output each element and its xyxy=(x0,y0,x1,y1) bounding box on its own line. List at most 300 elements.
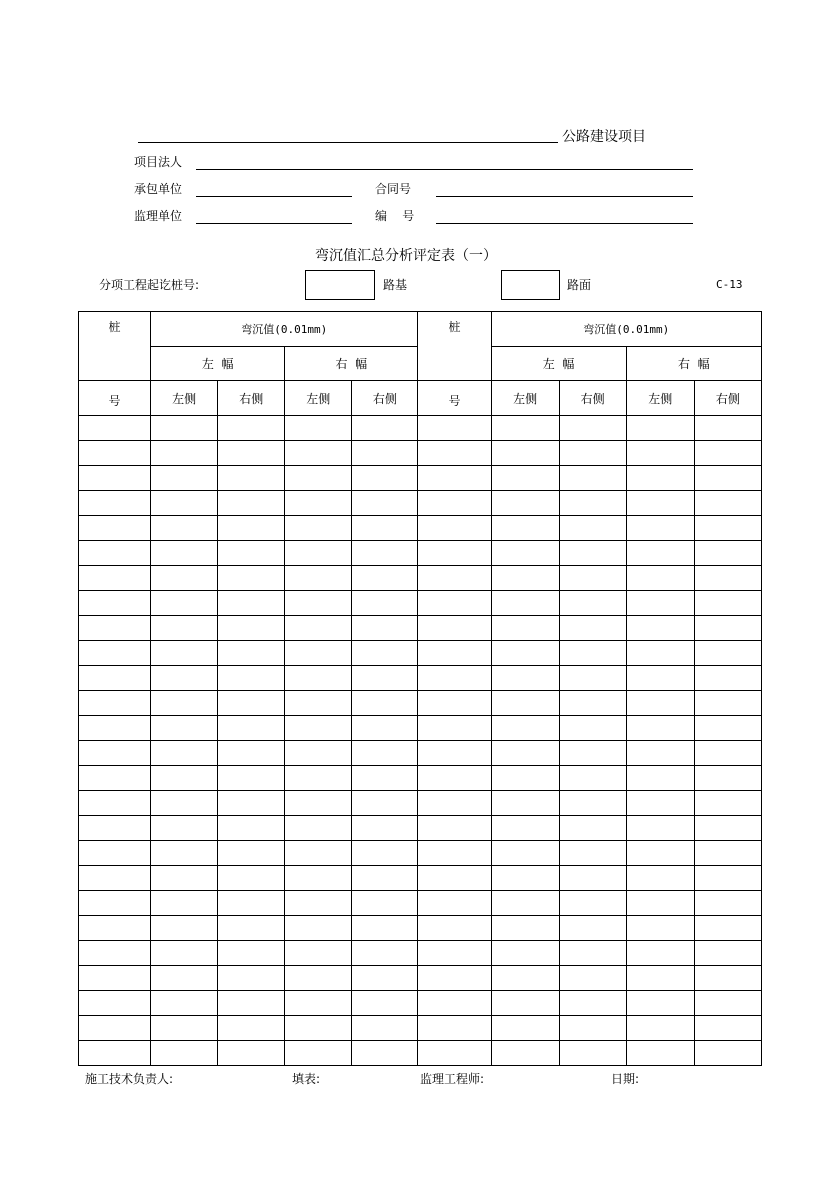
deflection-cell[interactable] xyxy=(694,991,761,1016)
deflection-cell[interactable] xyxy=(285,1041,352,1066)
deflection-cell[interactable] xyxy=(626,1041,694,1066)
deflection-cell[interactable] xyxy=(352,591,418,616)
deflection-cell[interactable] xyxy=(626,666,694,691)
deflection-cell[interactable] xyxy=(559,866,626,891)
deflection-cell[interactable] xyxy=(559,566,626,591)
deflection-cell[interactable] xyxy=(694,816,761,841)
deflection-cell[interactable] xyxy=(285,716,352,741)
stake-cell[interactable] xyxy=(79,641,151,666)
deflection-cell[interactable] xyxy=(559,491,626,516)
right-side-header: 右侧 xyxy=(559,381,626,416)
deflection-cell[interactable] xyxy=(151,541,218,566)
table-row xyxy=(79,666,762,691)
deflection-cell[interactable] xyxy=(218,466,285,491)
supervisor-label: 监理单位 xyxy=(134,209,183,223)
deflection-cell[interactable] xyxy=(151,566,218,591)
deflection-cell[interactable] xyxy=(285,791,352,816)
deflection-cell[interactable] xyxy=(218,841,285,866)
contractor-field[interactable] xyxy=(196,196,352,197)
deflection-cell[interactable] xyxy=(559,1041,626,1066)
deflection-cell[interactable] xyxy=(626,741,694,766)
deflection-cell[interactable] xyxy=(626,541,694,566)
contract-no-field[interactable] xyxy=(436,196,693,197)
table-row xyxy=(79,616,762,641)
deflection-cell[interactable] xyxy=(559,416,626,441)
deflection-cell[interactable] xyxy=(559,991,626,1016)
stake-cell[interactable] xyxy=(418,591,491,616)
subgrade-label: 路基 xyxy=(383,278,408,292)
deflection-cell[interactable] xyxy=(626,916,694,941)
deflection-cell[interactable] xyxy=(285,666,352,691)
project-name-line[interactable] xyxy=(138,142,558,143)
deflection-cell[interactable] xyxy=(151,466,218,491)
deflection-cell[interactable] xyxy=(352,791,418,816)
stake-cell[interactable] xyxy=(79,841,151,866)
deflection-cell[interactable] xyxy=(151,591,218,616)
table-row xyxy=(79,691,762,716)
deflection-cell[interactable] xyxy=(151,1041,218,1066)
deflection-cell[interactable] xyxy=(151,891,218,916)
deflection-cell[interactable] xyxy=(559,791,626,816)
deflection-cell[interactable] xyxy=(694,966,761,991)
right-side-header: 右侧 xyxy=(694,381,761,416)
deflection-cell[interactable] xyxy=(352,1041,418,1066)
deflection-cell[interactable] xyxy=(491,641,559,666)
deflection-cell[interactable] xyxy=(352,1016,418,1041)
deflection-cell[interactable] xyxy=(218,516,285,541)
filled-by-label: 填表: xyxy=(292,1072,321,1086)
deflection-cell[interactable] xyxy=(559,466,626,491)
table-row xyxy=(79,791,762,816)
table-row xyxy=(79,941,762,966)
deflection-cell[interactable] xyxy=(218,1041,285,1066)
stake-cell[interactable] xyxy=(79,466,151,491)
stake-cell[interactable] xyxy=(418,541,491,566)
deflection-cell[interactable] xyxy=(559,766,626,791)
deflection-cell[interactable] xyxy=(352,641,418,666)
deflection-cell[interactable] xyxy=(626,616,694,641)
deflection-cell[interactable] xyxy=(559,441,626,466)
deflection-cell[interactable] xyxy=(218,791,285,816)
stake-cell[interactable] xyxy=(418,791,491,816)
deflection-cell[interactable] xyxy=(218,866,285,891)
stake-cell[interactable] xyxy=(418,641,491,666)
deflection-cell[interactable] xyxy=(694,1016,761,1041)
deflection-cell[interactable] xyxy=(626,791,694,816)
deflection-cell[interactable] xyxy=(218,416,285,441)
stake-header-top-1: 桩 xyxy=(79,312,151,381)
deflection-cell[interactable] xyxy=(218,916,285,941)
deflection-cell[interactable] xyxy=(352,941,418,966)
deflection-cell[interactable] xyxy=(694,516,761,541)
deflection-header-2-text: 弯沉值(0.01mm) xyxy=(583,323,670,336)
stake-cell[interactable] xyxy=(418,966,491,991)
deflection-cell[interactable] xyxy=(559,841,626,866)
subgrade-checkbox[interactable] xyxy=(305,270,375,300)
stake-cell[interactable] xyxy=(79,916,151,941)
stake-cell[interactable] xyxy=(418,991,491,1016)
stake-cell[interactable] xyxy=(79,966,151,991)
table-row xyxy=(79,516,762,541)
deflection-cell[interactable] xyxy=(218,816,285,841)
deflection-cell[interactable] xyxy=(151,416,218,441)
deflection-cell[interactable] xyxy=(285,1016,352,1041)
deflection-header-2 xyxy=(491,312,761,347)
deflection-cell[interactable] xyxy=(694,1041,761,1066)
deflection-cell[interactable] xyxy=(491,691,559,716)
deflection-cell[interactable] xyxy=(694,491,761,516)
deflection-cell[interactable] xyxy=(285,566,352,591)
deflection-cell[interactable] xyxy=(559,816,626,841)
deflection-cell[interactable] xyxy=(491,1041,559,1066)
deflection-cell[interactable] xyxy=(626,416,694,441)
stake-cell[interactable] xyxy=(418,466,491,491)
deflection-cell[interactable] xyxy=(626,516,694,541)
stake-cell[interactable] xyxy=(79,766,151,791)
deflection-cell[interactable] xyxy=(559,716,626,741)
deflection-cell[interactable] xyxy=(285,766,352,791)
stake-cell[interactable] xyxy=(79,416,151,441)
stake-cell[interactable] xyxy=(418,1041,491,1066)
stake-cell[interactable] xyxy=(418,941,491,966)
contractor-label: 承包单位 xyxy=(134,182,183,196)
tech-lead-label: 施工技术负责人: xyxy=(85,1072,174,1086)
deflection-cell[interactable] xyxy=(626,491,694,516)
deflection-cell[interactable] xyxy=(491,741,559,766)
stake-cell[interactable] xyxy=(418,491,491,516)
deflection-cell[interactable] xyxy=(694,541,761,566)
stake-cell[interactable] xyxy=(418,1016,491,1041)
deflection-cell[interactable] xyxy=(151,716,218,741)
deflection-cell[interactable] xyxy=(151,841,218,866)
stake-cell[interactable] xyxy=(79,791,151,816)
deflection-cell[interactable] xyxy=(151,516,218,541)
deflection-cell[interactable] xyxy=(626,841,694,866)
deflection-cell[interactable] xyxy=(626,716,694,741)
deflection-cell[interactable] xyxy=(352,916,418,941)
deflection-cell[interactable] xyxy=(694,691,761,716)
deflection-cell[interactable] xyxy=(626,816,694,841)
deflection-cell[interactable] xyxy=(694,791,761,816)
deflection-cell[interactable] xyxy=(352,991,418,1016)
form-title: 弯沉值汇总分析评定表（一） xyxy=(315,248,497,264)
deflection-cell[interactable] xyxy=(285,466,352,491)
deflection-cell[interactable] xyxy=(151,766,218,791)
deflection-cell[interactable] xyxy=(694,716,761,741)
deflection-cell[interactable] xyxy=(491,666,559,691)
deflection-cell[interactable] xyxy=(285,541,352,566)
deflection-cell[interactable] xyxy=(218,691,285,716)
stake-cell[interactable] xyxy=(79,491,151,516)
deflection-cell[interactable] xyxy=(285,916,352,941)
deflection-cell[interactable] xyxy=(694,916,761,941)
stake-cell[interactable] xyxy=(79,941,151,966)
number-field[interactable] xyxy=(436,223,693,224)
stake-cell[interactable] xyxy=(79,716,151,741)
right-lane-header-1: 右 幅 xyxy=(285,347,418,381)
deflection-cell[interactable] xyxy=(151,691,218,716)
deflection-header-1-text: 弯沉值(0.01mm) xyxy=(241,323,328,336)
stake-cell[interactable] xyxy=(418,816,491,841)
deflection-cell[interactable] xyxy=(285,741,352,766)
deflection-cell[interactable] xyxy=(626,941,694,966)
deflection-cell[interactable] xyxy=(626,966,694,991)
deflection-cell[interactable] xyxy=(285,866,352,891)
deflection-cell[interactable] xyxy=(151,641,218,666)
deflection-cell[interactable] xyxy=(491,491,559,516)
deflection-cell[interactable] xyxy=(218,716,285,741)
deflection-cell[interactable] xyxy=(626,991,694,1016)
deflection-cell[interactable] xyxy=(559,741,626,766)
deflection-cell[interactable] xyxy=(218,641,285,666)
pavement-checkbox[interactable] xyxy=(501,270,560,300)
deflection-cell[interactable] xyxy=(285,591,352,616)
deflection-cell[interactable] xyxy=(218,666,285,691)
deflection-cell[interactable] xyxy=(626,641,694,666)
deflection-cell[interactable] xyxy=(491,791,559,816)
stake-cell[interactable] xyxy=(79,1041,151,1066)
deflection-cell[interactable] xyxy=(151,916,218,941)
deflection-cell[interactable] xyxy=(352,691,418,716)
deflection-cell[interactable] xyxy=(285,841,352,866)
deflection-cell[interactable] xyxy=(352,566,418,591)
deflection-cell[interactable] xyxy=(694,566,761,591)
table-row xyxy=(79,891,762,916)
deflection-cell[interactable] xyxy=(151,866,218,891)
deflection-cell[interactable] xyxy=(491,916,559,941)
deflection-cell[interactable] xyxy=(491,541,559,566)
deflection-cell[interactable] xyxy=(559,591,626,616)
deflection-cell[interactable] xyxy=(694,941,761,966)
deflection-cell[interactable] xyxy=(352,816,418,841)
stake-cell[interactable] xyxy=(79,666,151,691)
stake-cell[interactable] xyxy=(79,691,151,716)
stake-cell[interactable] xyxy=(79,816,151,841)
deflection-cell[interactable] xyxy=(491,991,559,1016)
project-suffix: 公路建设项目 xyxy=(562,129,646,145)
deflection-cell[interactable] xyxy=(626,866,694,891)
deflection-cell[interactable] xyxy=(491,816,559,841)
table-row xyxy=(79,466,762,491)
deflection-cell[interactable] xyxy=(491,866,559,891)
deflection-cell[interactable] xyxy=(285,416,352,441)
deflection-cell[interactable] xyxy=(626,891,694,916)
deflection-cell[interactable] xyxy=(559,516,626,541)
deflection-table xyxy=(78,311,762,1066)
deflection-cell[interactable] xyxy=(151,966,218,991)
deflection-cell[interactable] xyxy=(491,841,559,866)
stake-cell[interactable] xyxy=(79,591,151,616)
stake-cell[interactable] xyxy=(79,891,151,916)
deflection-cell[interactable] xyxy=(694,441,761,466)
deflection-cell[interactable] xyxy=(352,966,418,991)
table-row xyxy=(79,841,762,866)
deflection-cell[interactable] xyxy=(218,591,285,616)
deflection-cell[interactable] xyxy=(218,941,285,966)
stake-cell[interactable] xyxy=(79,541,151,566)
deflection-cell[interactable] xyxy=(694,766,761,791)
deflection-cell[interactable] xyxy=(151,816,218,841)
deflection-cell[interactable] xyxy=(352,491,418,516)
stake-cell[interactable] xyxy=(418,766,491,791)
deflection-cell[interactable] xyxy=(491,616,559,641)
deflection-cell[interactable] xyxy=(285,816,352,841)
deflection-cell[interactable] xyxy=(352,741,418,766)
deflection-cell[interactable] xyxy=(491,891,559,916)
deflection-cell[interactable] xyxy=(352,666,418,691)
stake-cell[interactable] xyxy=(79,991,151,1016)
deflection-cell[interactable] xyxy=(626,691,694,716)
deflection-cell[interactable] xyxy=(218,891,285,916)
deflection-cell[interactable] xyxy=(559,541,626,566)
deflection-cell[interactable] xyxy=(694,891,761,916)
stake-cell[interactable] xyxy=(79,616,151,641)
stake-cell[interactable] xyxy=(418,716,491,741)
deflection-cell[interactable] xyxy=(694,741,761,766)
stake-header-top-2: 桩 xyxy=(418,312,491,381)
stake-cell[interactable] xyxy=(418,566,491,591)
deflection-cell[interactable] xyxy=(491,716,559,741)
deflection-cell[interactable] xyxy=(285,616,352,641)
deflection-cell[interactable] xyxy=(352,716,418,741)
deflection-cell[interactable] xyxy=(218,1016,285,1041)
stake-cell[interactable] xyxy=(418,866,491,891)
left-side-header: 左侧 xyxy=(626,381,694,416)
deflection-cell[interactable] xyxy=(559,691,626,716)
deflection-cell[interactable] xyxy=(218,741,285,766)
deflection-cell[interactable] xyxy=(218,441,285,466)
pavement-label: 路面 xyxy=(567,278,592,292)
supervisor-field[interactable] xyxy=(196,223,352,224)
deflection-cell[interactable] xyxy=(491,466,559,491)
deflection-cell[interactable] xyxy=(218,766,285,791)
stake-cell[interactable] xyxy=(418,416,491,441)
table-row xyxy=(79,916,762,941)
deflection-cell[interactable] xyxy=(352,891,418,916)
date-label: 日期: xyxy=(611,1072,640,1086)
owner-label: 项目法人 xyxy=(134,155,183,169)
deflection-cell[interactable] xyxy=(285,891,352,916)
stake-cell[interactable] xyxy=(418,516,491,541)
stake-cell[interactable] xyxy=(418,691,491,716)
deflection-cell[interactable] xyxy=(694,616,761,641)
deflection-cell[interactable] xyxy=(352,441,418,466)
stake-cell[interactable] xyxy=(79,741,151,766)
deflection-cell[interactable] xyxy=(352,466,418,491)
deflection-cell[interactable] xyxy=(151,791,218,816)
deflection-cell[interactable] xyxy=(218,541,285,566)
deflection-cell[interactable] xyxy=(559,916,626,941)
deflection-cell[interactable] xyxy=(151,941,218,966)
deflection-cell[interactable] xyxy=(352,416,418,441)
deflection-cell[interactable] xyxy=(694,666,761,691)
deflection-cell[interactable] xyxy=(151,616,218,641)
deflection-cell[interactable] xyxy=(151,666,218,691)
deflection-cell[interactable] xyxy=(218,991,285,1016)
deflection-cell[interactable] xyxy=(352,541,418,566)
deflection-cell[interactable] xyxy=(491,591,559,616)
deflection-cell[interactable] xyxy=(626,766,694,791)
deflection-cell[interactable] xyxy=(218,966,285,991)
deflection-cell[interactable] xyxy=(151,491,218,516)
deflection-cell[interactable] xyxy=(352,616,418,641)
deflection-cell[interactable] xyxy=(694,591,761,616)
deflection-cell[interactable] xyxy=(559,666,626,691)
deflection-cell[interactable] xyxy=(559,941,626,966)
deflection-cell[interactable] xyxy=(491,416,559,441)
deflection-cell[interactable] xyxy=(218,616,285,641)
deflection-cell[interactable] xyxy=(491,966,559,991)
deflection-cell[interactable] xyxy=(491,941,559,966)
deflection-cell[interactable] xyxy=(559,966,626,991)
stake-cell[interactable] xyxy=(418,616,491,641)
deflection-cell[interactable] xyxy=(151,441,218,466)
deflection-cell[interactable] xyxy=(218,566,285,591)
deflection-cell[interactable] xyxy=(352,516,418,541)
deflection-cell[interactable] xyxy=(559,641,626,666)
deflection-cell[interactable] xyxy=(491,516,559,541)
stake-cell[interactable] xyxy=(418,441,491,466)
deflection-cell[interactable] xyxy=(491,441,559,466)
deflection-cell[interactable] xyxy=(285,516,352,541)
deflection-cell[interactable] xyxy=(694,841,761,866)
stake-cell[interactable] xyxy=(418,916,491,941)
owner-field[interactable] xyxy=(196,169,693,170)
deflection-cell[interactable] xyxy=(285,691,352,716)
deflection-cell[interactable] xyxy=(491,1016,559,1041)
deflection-cell[interactable] xyxy=(491,766,559,791)
deflection-cell[interactable] xyxy=(285,991,352,1016)
right-side-header: 右侧 xyxy=(218,381,285,416)
deflection-cell[interactable] xyxy=(151,1016,218,1041)
stake-cell[interactable] xyxy=(79,566,151,591)
stake-cell[interactable] xyxy=(79,516,151,541)
deflection-cell[interactable] xyxy=(352,766,418,791)
stake-cell[interactable] xyxy=(418,891,491,916)
deflection-cell[interactable] xyxy=(285,491,352,516)
deflection-cell[interactable] xyxy=(626,466,694,491)
deflection-cell[interactable] xyxy=(559,891,626,916)
deflection-cell[interactable] xyxy=(285,441,352,466)
stake-cell[interactable] xyxy=(418,666,491,691)
deflection-cell[interactable] xyxy=(285,641,352,666)
stake-cell[interactable] xyxy=(79,1016,151,1041)
deflection-cell[interactable] xyxy=(151,741,218,766)
deflection-cell[interactable] xyxy=(694,866,761,891)
stake-cell[interactable] xyxy=(79,866,151,891)
deflection-cell[interactable] xyxy=(559,616,626,641)
deflection-cell[interactable] xyxy=(694,416,761,441)
stake-cell[interactable] xyxy=(418,741,491,766)
deflection-cell[interactable] xyxy=(352,866,418,891)
deflection-cell[interactable] xyxy=(352,841,418,866)
deflection-cell[interactable] xyxy=(626,1016,694,1041)
deflection-cell[interactable] xyxy=(285,941,352,966)
deflection-cell[interactable] xyxy=(626,441,694,466)
form-code: C-13 xyxy=(716,278,743,291)
deflection-cell[interactable] xyxy=(626,591,694,616)
deflection-cell[interactable] xyxy=(285,966,352,991)
deflection-cell[interactable] xyxy=(626,566,694,591)
stake-cell[interactable] xyxy=(79,441,151,466)
stake-cell[interactable] xyxy=(418,841,491,866)
deflection-cell[interactable] xyxy=(694,466,761,491)
deflection-cell[interactable] xyxy=(218,491,285,516)
deflection-cell[interactable] xyxy=(559,1016,626,1041)
deflection-cell[interactable] xyxy=(694,641,761,666)
deflection-cell[interactable] xyxy=(151,991,218,1016)
deflection-cell[interactable] xyxy=(491,566,559,591)
